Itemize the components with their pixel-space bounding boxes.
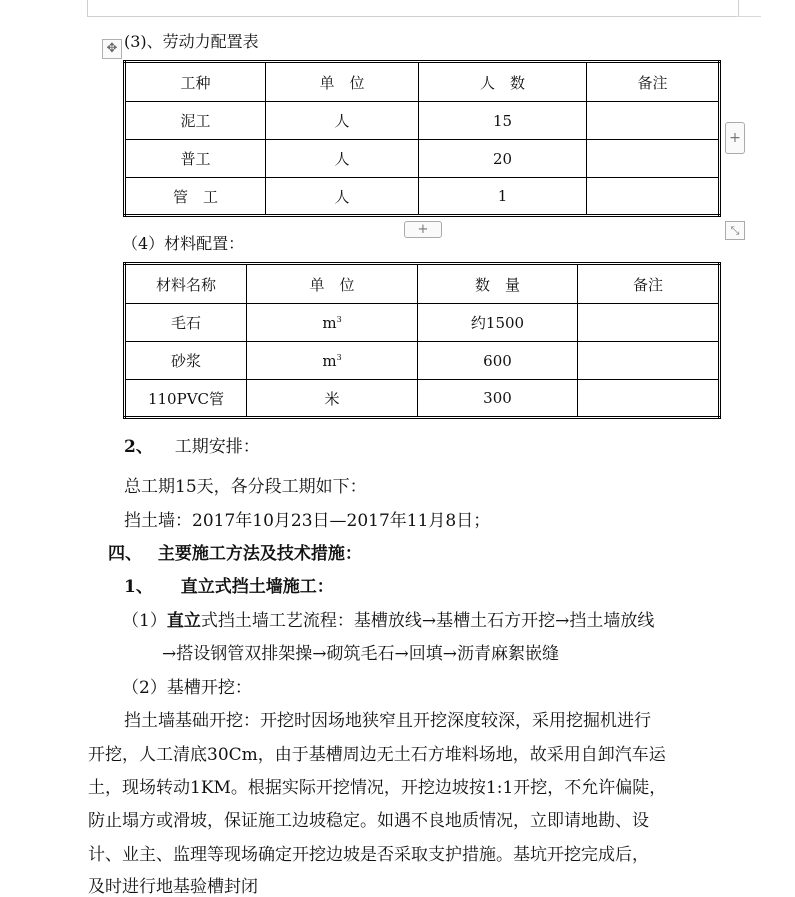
header-cell[interactable]: 备注: [587, 62, 720, 102]
table-cell[interactable]: [587, 102, 720, 140]
section4-heading-title: 主要施工方法及技术措施：: [157, 544, 362, 564]
table-resize-icon[interactable]: ⤡: [725, 221, 745, 240]
page-top-edge: [87, 0, 739, 17]
trench-heading: （2）基槽开挖：: [122, 678, 252, 698]
table-row: [125, 178, 720, 216]
table-cell[interactable]: 泥工: [125, 102, 266, 140]
material-table: [123, 262, 721, 419]
section4-number: 四、: [108, 544, 142, 564]
subsection-heading: [124, 572, 334, 597]
table-cell[interactable]: [578, 342, 720, 380]
table-cell[interactable]: [578, 304, 720, 342]
table-row: [125, 380, 720, 418]
header-cell[interactable]: 数 量: [418, 264, 578, 304]
paragraph-line: 挡土墙基础开挖：开挖时因场地狭窄且开挖深度较深，采用挖掘机进行: [124, 711, 651, 731]
table-cell[interactable]: 600: [418, 342, 578, 380]
table-cell[interactable]: 毛石: [125, 304, 247, 342]
table-cell[interactable]: [247, 342, 418, 380]
paragraph-line: 土，现场转动1KM。根据实际开挖情况，开挖边坡按1:1开挖，不允许偏陡，: [88, 778, 667, 798]
paragraph-line: 防止塌方或滑坡，保证施工边坡稳定。如遇不良地质情况，立即请地勘、设: [88, 811, 649, 831]
table-header-row: [125, 62, 720, 102]
table-cell[interactable]: 管 工: [125, 178, 266, 216]
item2-heading: [124, 432, 260, 457]
table-row: [125, 342, 720, 380]
header-cell[interactable]: 备注: [578, 264, 720, 304]
subsection-number: 1、: [124, 577, 153, 597]
table-row: [125, 304, 720, 342]
table-cell[interactable]: 砂浆: [125, 342, 247, 380]
process-text: 式挡土墙工艺流程：基槽放线→基槽土石方开挖→挡土墙放线: [200, 611, 655, 631]
header-cell[interactable]: 单 位: [247, 264, 418, 304]
unit-text: m: [322, 313, 337, 332]
header-cell[interactable]: 材料名称: [125, 264, 247, 304]
add-row-button[interactable]: +: [404, 221, 442, 238]
table-cell[interactable]: 15: [419, 102, 587, 140]
table-cell[interactable]: 1: [419, 178, 587, 216]
section4-title: （4）材料配置：: [122, 234, 245, 253]
item2-title: 工期安排：: [174, 437, 260, 457]
subsection-title: 直立式挡土墙施工：: [180, 577, 334, 597]
paragraph-line: 计、业主、监理等现场确定开挖边坡是否采取支护措施。基坑开挖完成后，: [88, 845, 649, 865]
table-cell[interactable]: [247, 304, 418, 342]
table-move-icon[interactable]: ✥: [102, 39, 122, 59]
schedule-retaining-wall: 挡土墙：2017年10月23日—2017年11月8日；: [124, 511, 491, 531]
table-row: [125, 140, 720, 178]
paragraph-line: 开挖，人工清底30Cm，由于基槽周边无土石方堆料场地，故采用自卸汽车运: [88, 745, 666, 765]
header-cell[interactable]: 单 位: [266, 62, 419, 102]
unit-text: m: [322, 351, 337, 370]
table-cell[interactable]: [578, 380, 720, 418]
add-column-button[interactable]: +: [725, 122, 745, 154]
table-cell[interactable]: 110PVC管: [125, 380, 247, 418]
table-cell[interactable]: 300: [418, 380, 578, 418]
table-cell[interactable]: 约1500: [418, 304, 578, 342]
table-cell[interactable]: 人: [266, 178, 419, 216]
item2-number: 2、: [124, 437, 153, 457]
process-flow-line1: [122, 606, 654, 631]
schedule-total: 总工期15天，各分段工期如下：: [124, 477, 367, 497]
process-flow-line2: →搭设钢管双排架操→砌筑毛石→回填→沥青麻絮嵌缝: [162, 644, 559, 664]
unit-superscript: 3: [336, 352, 342, 362]
unit-superscript: 3: [336, 314, 342, 324]
table-row: [125, 102, 720, 140]
section3-title: (3)、劳动力配置表: [124, 32, 259, 51]
table-cell[interactable]: 20: [419, 140, 587, 178]
table-cell[interactable]: 米: [247, 380, 418, 418]
header-cell[interactable]: 人 数: [419, 62, 587, 102]
section4-heading: [108, 539, 362, 564]
process-bold-text: 直立: [166, 611, 201, 631]
table-cell[interactable]: 人: [266, 102, 419, 140]
paragraph-line: 及时进行地基验槽封闭: [88, 877, 258, 897]
process-number: （1）: [122, 611, 167, 631]
table-cell[interactable]: 普工: [125, 140, 266, 178]
table-cell[interactable]: [587, 178, 720, 216]
header-cell[interactable]: 工种: [125, 62, 266, 102]
table-header-row: [125, 264, 720, 304]
table-cell[interactable]: [587, 140, 720, 178]
labor-table: [123, 60, 721, 217]
table-cell[interactable]: 人: [266, 140, 419, 178]
margin-mark: [737, 16, 761, 17]
